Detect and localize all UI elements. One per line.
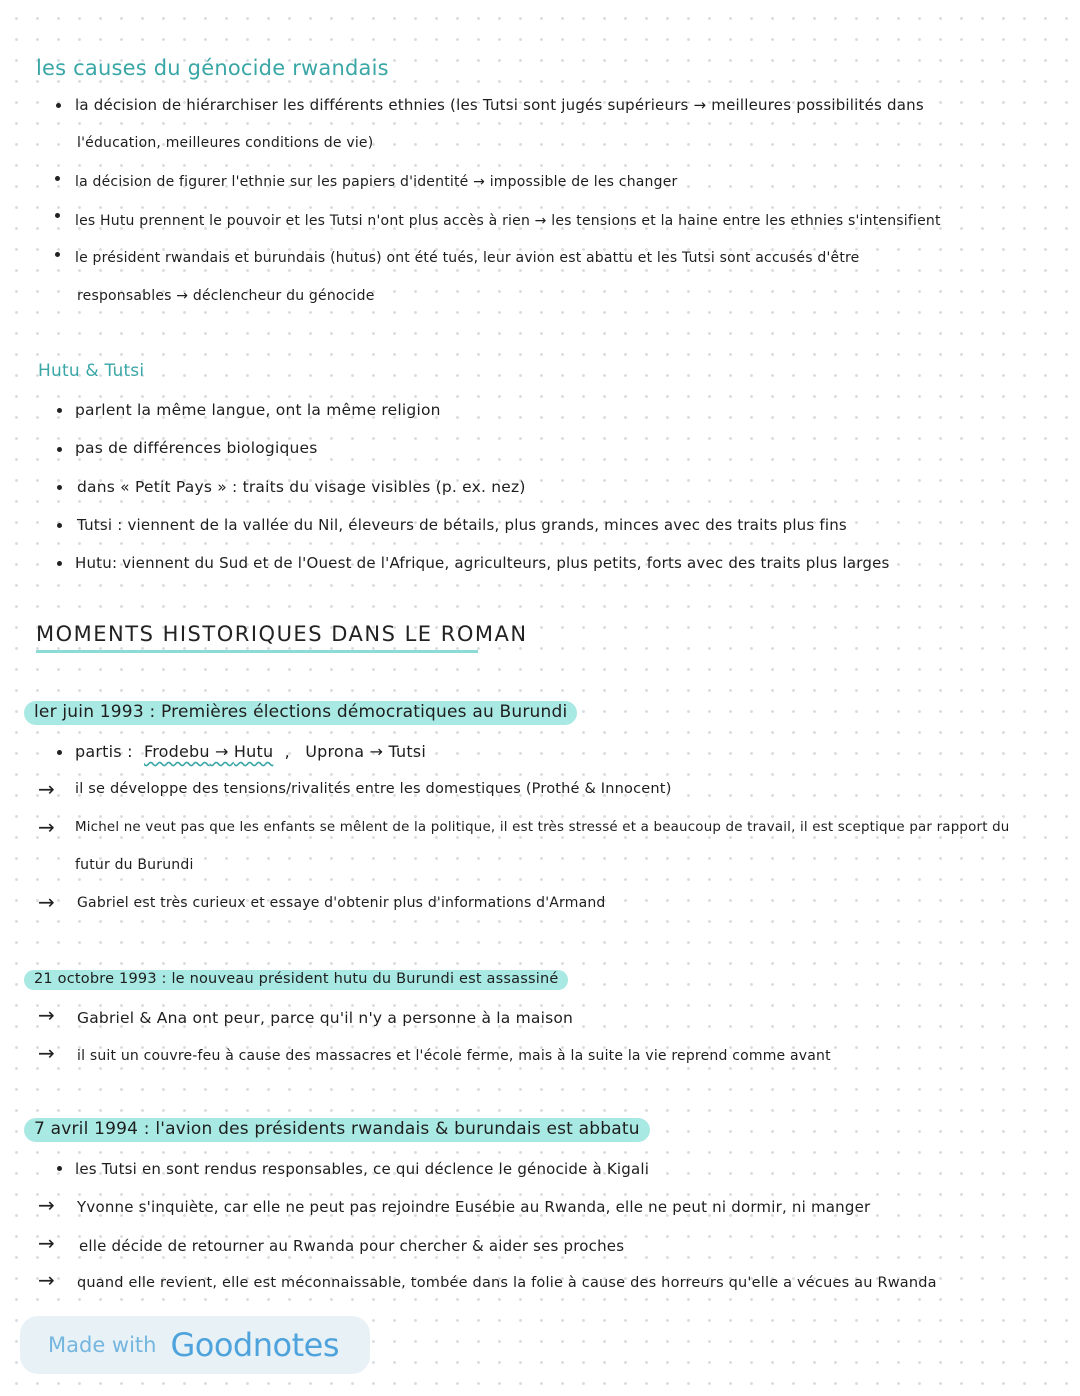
goodnotes-logo: Goodnotes xyxy=(170,1326,339,1364)
moment-1-item-2-cont: futur du Burundi xyxy=(75,857,194,873)
causes-item-2: la décision de figurer l'ethnie sur les papiers d'identité → impossible de les changer xyxy=(75,174,678,190)
bullet xyxy=(57,561,62,566)
moments-title: MOMENTS HISTORIQUES DANS LE ROMAN xyxy=(36,622,478,653)
arrow-icon: → xyxy=(38,1193,55,1217)
bullet xyxy=(57,408,62,413)
causes-title: les causes du génocide rwandais xyxy=(36,56,389,80)
moment-3-item-2: Yvonne s'inquiète, car elle ne peut pas rejoindre Eusébie au Rwanda, elle ne peut ni dormir, ni manger xyxy=(77,1198,871,1216)
hutu-tutsi-item-2: pas de différences biologiques xyxy=(75,439,318,457)
uprona-label: Uprona xyxy=(305,742,365,761)
moment-3-item-4: quand elle revient, elle est méconnaissable, tombée dans la folie à cause des horreurs qu'elle a vécues au Rwanda xyxy=(77,1275,937,1291)
moment-1-heading: ler juin 1993 : Premières élections démocratiques au Burundi xyxy=(24,701,577,725)
made-with-label: Made with xyxy=(48,1333,157,1357)
hutu-tutsi-item-1: parlent la même langue, ont la même religion xyxy=(75,401,441,419)
bullet xyxy=(56,103,61,108)
arrow-icon: → xyxy=(38,1268,55,1292)
causes-item-3: les Hutu prennent le pouvoir et les Tutsi n'ont plus accès à rien → les tensions et la haine entre les ethnies s'intensifient xyxy=(75,213,941,229)
arrow-icon: → xyxy=(38,1003,55,1027)
causes-item-4: le président rwandais et burundais (hutus) ont été tués, leur avion est abattu et les Tutsi sont accusés d'être xyxy=(75,250,860,266)
hutu-tutsi-item-5: Hutu: viennent du Sud et de l'Ouest de l'Afrique, agriculteurs, plus petits, forts avec des traits plus larges xyxy=(75,554,890,572)
arrow-icon: → xyxy=(38,815,55,839)
partis-label: partis : xyxy=(75,742,133,761)
causes-item-4-cont: responsables → déclencheur du génocide xyxy=(77,288,375,304)
causes-item-1: la décision de hiérarchiser les différents ethnies (les Tutsi sont jugés supérieurs → meilleures possibilités dans xyxy=(75,96,924,114)
causes-item-1-cont: l'éducation, meilleures conditions de vie) xyxy=(77,135,374,151)
bullet xyxy=(57,523,62,528)
bullet xyxy=(57,1166,62,1171)
arrow-icon: → xyxy=(38,890,55,914)
moment-1-item-2: Michel ne veut pas que les enfants se mêlent de la politique, il est très stressé et a beaucoup de travail, il est sceptique par rapport du xyxy=(75,820,1010,835)
bullet xyxy=(57,750,62,755)
moment-1-item-1: il se développe des tensions/rivalités entre les domestiques (Prothé & Innocent) xyxy=(75,781,672,797)
moment-2-item-2: il suit un couvre-feu à cause des massacres et l'école ferme, mais à la suite la vie reprend comme avant xyxy=(77,1048,831,1064)
moment-2-heading: 21 octobre 1993 : le nouveau président hutu du Burundi est assassiné xyxy=(24,970,568,990)
goodnotes-watermark xyxy=(20,1316,370,1374)
frodebu-label: Frodebu → Hutu xyxy=(143,742,274,761)
bullet xyxy=(57,447,62,452)
arrow-icon: → xyxy=(38,1231,55,1255)
moment-1-partis: partis : Frodebu → Hutu , Uprona → Tutsi xyxy=(75,742,426,761)
bullet xyxy=(55,252,60,257)
moment-1-item-3: Gabriel est très curieux et essaye d'obtenir plus d'informations d'Armand xyxy=(77,895,606,911)
moment-3-item-3: elle décide de retourner au Rwanda pour chercher & aider ses proches xyxy=(79,1237,625,1255)
arrow-icon: → xyxy=(369,742,384,761)
hutu-tutsi-item-4: Tutsi : viennent de la vallée du Nil, éleveurs de bétails, plus grands, minces avec des traits plus fins xyxy=(77,516,847,534)
bullet xyxy=(57,485,62,490)
hutu-tutsi-item-3: dans « Petit Pays » : traits du visage visibles (p. ex. nez) xyxy=(77,478,526,496)
moment-3-item-1: les Tutsi en sont rendus responsables, ce qui déclence le génocide à Kigali xyxy=(75,1160,650,1178)
arrow-icon: → xyxy=(38,777,55,801)
moment-2-item-1: Gabriel & Ana ont peur, parce qu'il n'y a personne à la maison xyxy=(77,1009,574,1027)
bullet xyxy=(55,176,60,181)
arrow-icon: → xyxy=(38,1041,55,1065)
hutu-tutsi-title: Hutu & Tutsi xyxy=(38,361,145,381)
bullet xyxy=(55,213,60,218)
tutsi-label: Tutsi xyxy=(388,742,426,761)
moment-3-heading: 7 avril 1994 : l'avion des présidents rwandais & burundais est abbatu xyxy=(24,1118,650,1142)
